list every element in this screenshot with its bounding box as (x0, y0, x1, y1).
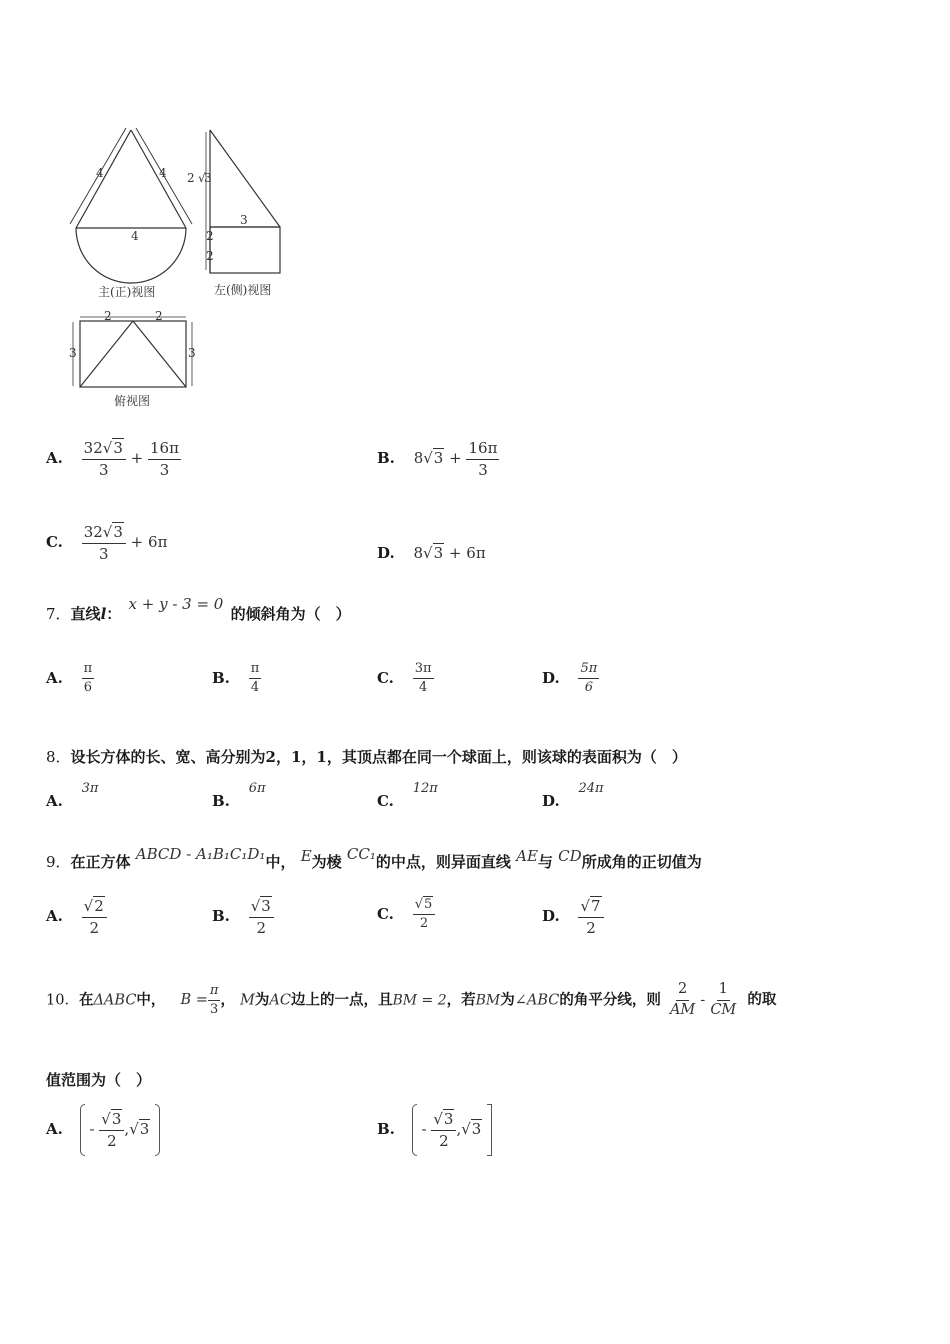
q9-option-b[interactable]: B. $\frac{√3}{2}$ (212, 898, 274, 936)
option-label: C. (46, 533, 63, 551)
q6-option-a[interactable]: A. $\frac{32√3}{3}$ + $\frac{16\pi}{3}$ (46, 439, 179, 479)
q9-option-a[interactable]: A. $\frac{√2}{2}$ (46, 898, 107, 936)
front-dim-base: 4 (131, 229, 139, 243)
q8-stem: 8．设长方体的长、宽、高分别为2，1，1，其顶点都在同一个球面上，则该球的表面积为（ ） (46, 748, 687, 766)
left-paren (80, 1104, 85, 1156)
side-dim-a: 2 (206, 229, 214, 243)
side-dim-height-rad: √ (198, 171, 206, 185)
top-dim-depth-right: 3 (188, 346, 196, 360)
q10-option-b[interactable]: B. - $\frac{√3}{2}$ ,√3 (377, 1104, 492, 1156)
q8-option-d[interactable]: D. 24π (542, 781, 604, 810)
q6-option-c[interactable]: C. $\frac{32√3}{3}$ + 6π (46, 523, 168, 563)
q7-equation: x + y - 3 = 0 (128, 595, 224, 613)
side-dim-width: 3 (240, 213, 248, 227)
q6-option-b[interactable]: B. 8√3 + $\frac{16\pi}{3}$ (377, 439, 498, 479)
side-view (206, 130, 280, 273)
top-dim-left: 2 (104, 309, 112, 323)
left-paren (412, 1104, 417, 1156)
front-dim-left: 4 (96, 166, 104, 180)
side-dim-b: 2 (206, 249, 214, 263)
q6-option-d[interactable]: D. 8√3 + 6π (377, 544, 486, 562)
q7-option-d[interactable]: D. $\frac{5\pi}{6}$ (542, 661, 598, 696)
option-label: D. (377, 544, 395, 562)
q10-stem-line2: 值范围为（ ） (46, 1071, 152, 1089)
q10-stem: 10．在ΔABC中， B = $\frac{\pi}{3}$ ， M为AC边上的一点，且BM = 2，若BM为∠ABC的角平分线，则 $\frac{2}{AM}$ - $\frac{1}{CM}$ 的取 (46, 981, 777, 1018)
q7-option-a[interactable]: A. $\frac{\pi}{6}$ (46, 661, 93, 696)
q7-option-b[interactable]: B. $\frac{\pi}{4}$ (212, 661, 260, 696)
q7-option-c[interactable]: C. $\frac{3\pi}{4}$ (377, 661, 432, 696)
option-label: A. (46, 449, 63, 467)
q9-option-d[interactable]: D. $\frac{√7}{2}$ (542, 898, 604, 936)
q9-stem: 9．在正方体 ABCD - A₁B₁C₁D₁中， E为棱 CC₁的中点，则异面直线 AE与 CD所成角的正切值为 (46, 845, 702, 871)
option-label: B. (377, 449, 395, 467)
q8-option-a[interactable]: A. 3π (46, 781, 99, 810)
q9-option-c[interactable]: C. $\frac{√5}{2}$ (377, 898, 435, 932)
side-dim-height-coef: 2 (187, 171, 195, 185)
q8-option-c[interactable]: C. 12π (377, 781, 438, 810)
front-dim-right: 4 (159, 166, 167, 180)
top-dim-right: 2 (155, 309, 163, 323)
top-view (73, 317, 192, 387)
right-bracket (487, 1104, 492, 1156)
three-view-figure (60, 120, 300, 420)
right-paren (155, 1104, 160, 1156)
q7-stem: 7．直线l： x + y - 3 = 0 的倾斜角为（ ） (46, 595, 351, 623)
side-view-caption: 左(侧)视图 (214, 283, 272, 297)
side-dim-height-arg: 3 (204, 171, 212, 185)
q8-option-b[interactable]: B. 6π (212, 781, 266, 810)
front-view (70, 128, 192, 283)
front-view-caption: 主(正)视图 (98, 285, 156, 299)
q10-option-a[interactable]: A. - $\frac{√3}{2}$ ,√3 (46, 1104, 160, 1156)
top-view-caption: 俯视图 (114, 394, 151, 408)
top-dim-depth-left: 3 (69, 346, 77, 360)
